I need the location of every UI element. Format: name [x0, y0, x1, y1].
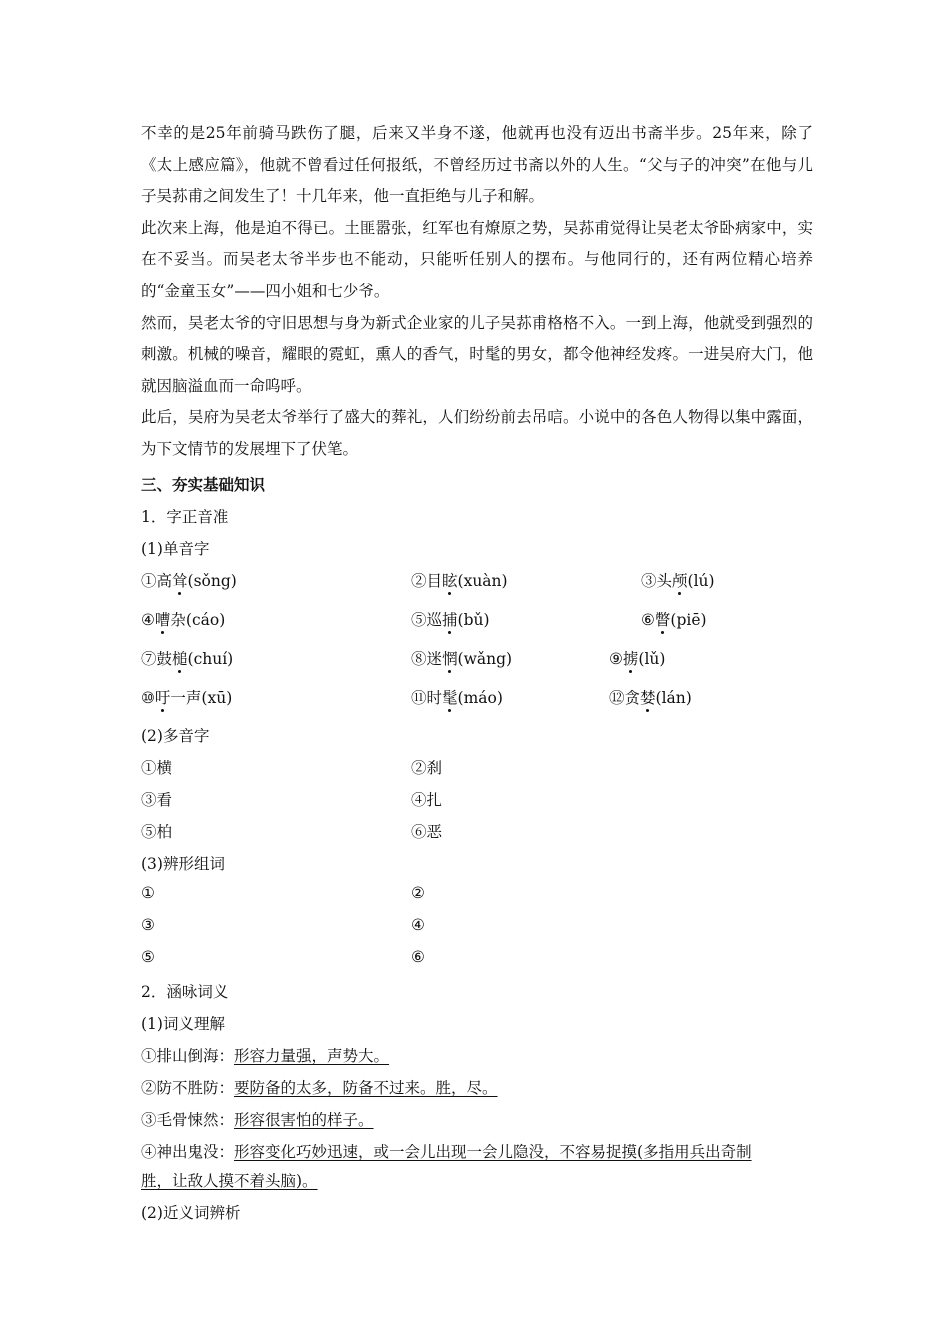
multi-char-item: ②刹 — [411, 759, 443, 777]
paragraph-1: 不幸的是25年前骑马跌伤了腿，后来又半身不遂，他就再也没有迈出书斋半步。25年来，除了《太上感应篇》，他就不曾看过任何报纸，不曾经历过书斋以外的人生。“父与子的冲突”在他与儿子吴荪甫之间发生了！十几年来，他一直拒绝与儿子和解。 — [141, 124, 813, 206]
meaning-title: (1)词义理解 — [141, 1015, 225, 1033]
paragraph-3: 然而，吴老太爷的守旧思想与身为新式企业家的儿子吴荪甫格格不入。一到上海，他就受到强烈的刺激。机械的噪音，耀眼的霓虹，熏人的香气，时髦的男女，都令他神经发疼。一进吴府大门，他就因脑溢血而一命呜呼。 — [141, 313, 813, 395]
paragraph-2: 此次来上海，他是迫不得已。土匪嚣张，红军也有燎原之势，吴荪甫觉得让吴老太爷卧病家中，实在不妥当。而吴老太爷半步也不能动，只能听任别人的摆布。与他同行的，还有两位精心培养的“金童玉女”——四小姐和七少爷。 — [141, 218, 813, 300]
shape-words-row — [141, 916, 813, 948]
single-char-item: ⑫贪婪(lán) — [609, 686, 692, 708]
shape-words-item: ③ — [141, 916, 155, 934]
shape-words-item: ④ — [411, 916, 425, 934]
shape-words-item: ⑥ — [411, 948, 425, 966]
synonym-title: (2)近义词辨析 — [141, 1204, 241, 1222]
meaning-item: ①排山倒海：形容力量强，声势大。 — [141, 1047, 390, 1065]
multi-char-row — [141, 820, 813, 852]
single-char-row — [141, 686, 813, 718]
single-char-item: ⑪时髦(máo) — [411, 686, 503, 708]
multi-char-row — [141, 756, 813, 788]
multi-char-title: (2)多音字 — [141, 727, 210, 745]
shape-words-title: (3)辨形组词 — [141, 855, 225, 873]
single-char-title: (1)单音字 — [141, 540, 210, 558]
question-1-title: 1．字正音准 — [141, 508, 229, 526]
single-char-item: ⑧迷惘(wǎng) — [411, 647, 512, 669]
meaning-item: ②防不胜防：要防备的太多，防备不过来。胜，尽。 — [141, 1079, 498, 1097]
single-char-item: ④嘈杂(cáo) — [141, 608, 225, 630]
single-char-item: ③头颅(lú) — [641, 569, 715, 591]
single-char-item: ⑦鼓槌(chuí) — [141, 647, 233, 669]
multi-char-item: ④扎 — [411, 791, 443, 809]
multi-char-item: ③看 — [141, 791, 173, 809]
multi-char-item: ⑥恶 — [411, 823, 443, 841]
single-char-item: ①高耸(sǒng) — [141, 569, 237, 591]
section-title: 三、夯实基础知识 — [141, 475, 266, 494]
single-char-item: ⑩吁一声(xū) — [141, 686, 232, 708]
multi-char-item: ①横 — [141, 759, 173, 777]
single-char-row — [141, 647, 813, 679]
multi-char-item: ⑤柏 — [141, 823, 173, 841]
single-char-row — [141, 569, 813, 601]
meaning-item: ③毛骨悚然：形容很害怕的样子。 — [141, 1111, 374, 1129]
paragraph-4: 此后，吴府为吴老太爷举行了盛大的葬礼，人们纷纷前去吊唁。小说中的各色人物得以集中露面，为下文情节的发展埋下了伏笔。 — [141, 408, 813, 458]
single-char-item: ⑥瞥(piē) — [641, 608, 707, 630]
multi-char-row — [141, 788, 813, 820]
shape-words-item: ② — [411, 884, 425, 902]
story-text — [141, 118, 813, 466]
shape-words-row — [141, 948, 813, 980]
single-char-item: ⑨掳(lǔ) — [609, 647, 665, 669]
shape-words-row — [141, 884, 813, 916]
shape-words-item: ① — [141, 884, 155, 902]
meaning-item: ④神出鬼没：形容变化巧妙迅速，或一会儿出现一会儿隐没，不容易捉摸(多指用兵出奇制 — [141, 1143, 752, 1161]
meaning-item-continued: 胜，让敌人摸不着头脑)。 — [141, 1172, 318, 1190]
shape-words-item: ⑤ — [141, 948, 155, 966]
single-char-item: ②目眩(xuàn) — [411, 569, 508, 591]
question-2-title: 2．涵咏词义 — [141, 983, 229, 1001]
single-char-item: ⑤巡捕(bǔ) — [411, 608, 490, 630]
single-char-row — [141, 608, 813, 640]
